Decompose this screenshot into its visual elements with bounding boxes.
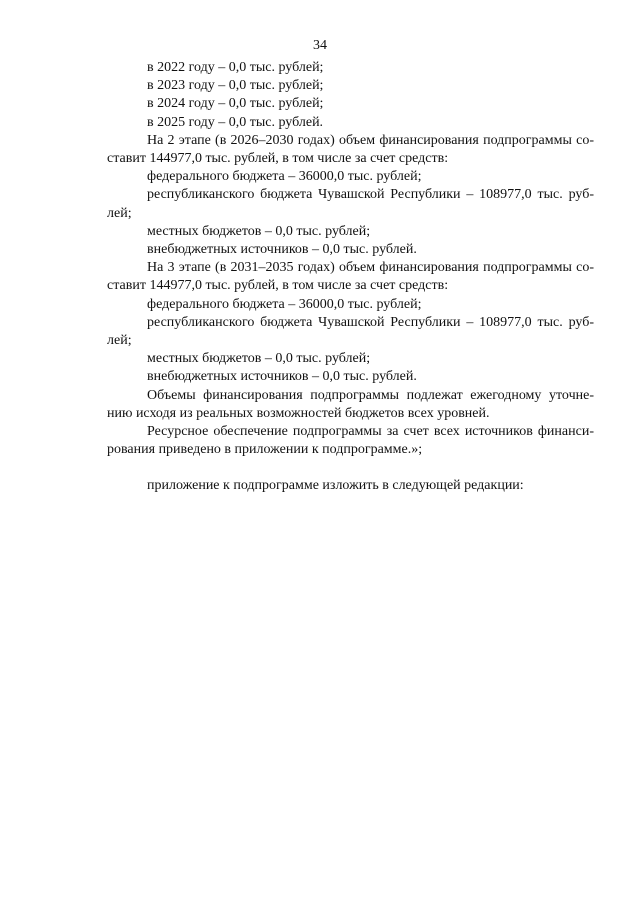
paragraph-stage-3-republic: республиканского бюджета Чувашской Республики – 108977,0 тыс. рублей;	[107, 314, 594, 349]
paragraph-2025: в 2025 году – 0,0 тыс. рублей.	[147, 114, 324, 130]
paragraph-gap	[107, 459, 594, 477]
paragraph-stage-2-extrabudget: внебюджетных источников – 0,0 тыс. рублей.	[147, 242, 417, 258]
paragraph-stage-3-federal: федерального бюджета – 36000,0 тыс. рублей;	[147, 296, 422, 312]
paragraph-stage-2-republic: республиканского бюджета Чувашской Республики – 108977,0 тыс. рублей;	[107, 187, 594, 221]
paragraph-appendix-instruction: приложение к подпрограмме изложить в следующей редакции:	[147, 478, 524, 494]
paragraph-2022: в 2022 году – 0,0 тыс. рублей;	[147, 60, 324, 75]
paragraph-stage-2-federal: федерального бюджета – 36000,0 тыс. рублей;	[147, 169, 422, 185]
paragraph-resource-provision: Ресурсное обеспечение подпрограммы за счет всех источников финансирования приведено в приложении к подпрограмме.»;	[107, 424, 594, 458]
paragraph-annual-adjustment: Объемы финансирования подпрограммы подлежат ежегодному уточнению исходя из реальных возможностей бюджетов всех уровней.	[107, 387, 594, 421]
paragraph-stage-3-extrabudget: внебюджетных источников – 0,0 тыс. рублей.	[147, 369, 417, 385]
paragraph-stage-3-local: местных бюджетов – 0,0 тыс. рублей;	[147, 351, 371, 367]
paragraph-stage-2-local: местных бюджетов – 0,0 тыс. рублей;	[147, 223, 371, 239]
paragraph-2023: в 2023 году – 0,0 тыс. рублей;	[147, 78, 324, 94]
paragraph-stage-2: На 2 этапе (в 2026–2030 годах) объем финансирования подпрограммы составит 144977,0 тыс. рублей, в том числе за счет средств:	[107, 132, 594, 167]
paragraph-2024: в 2024 году – 0,0 тыс. рублей;	[147, 96, 324, 112]
document-body	[107, 59, 594, 496]
paragraph-stage-3: На 3 этапе (в 2031–2035 годах) объем финансирования подпрограммы составит 144977,0 тыс. рублей, в том числе за счет средств:	[107, 260, 594, 294]
page-number: 34	[313, 38, 327, 53]
